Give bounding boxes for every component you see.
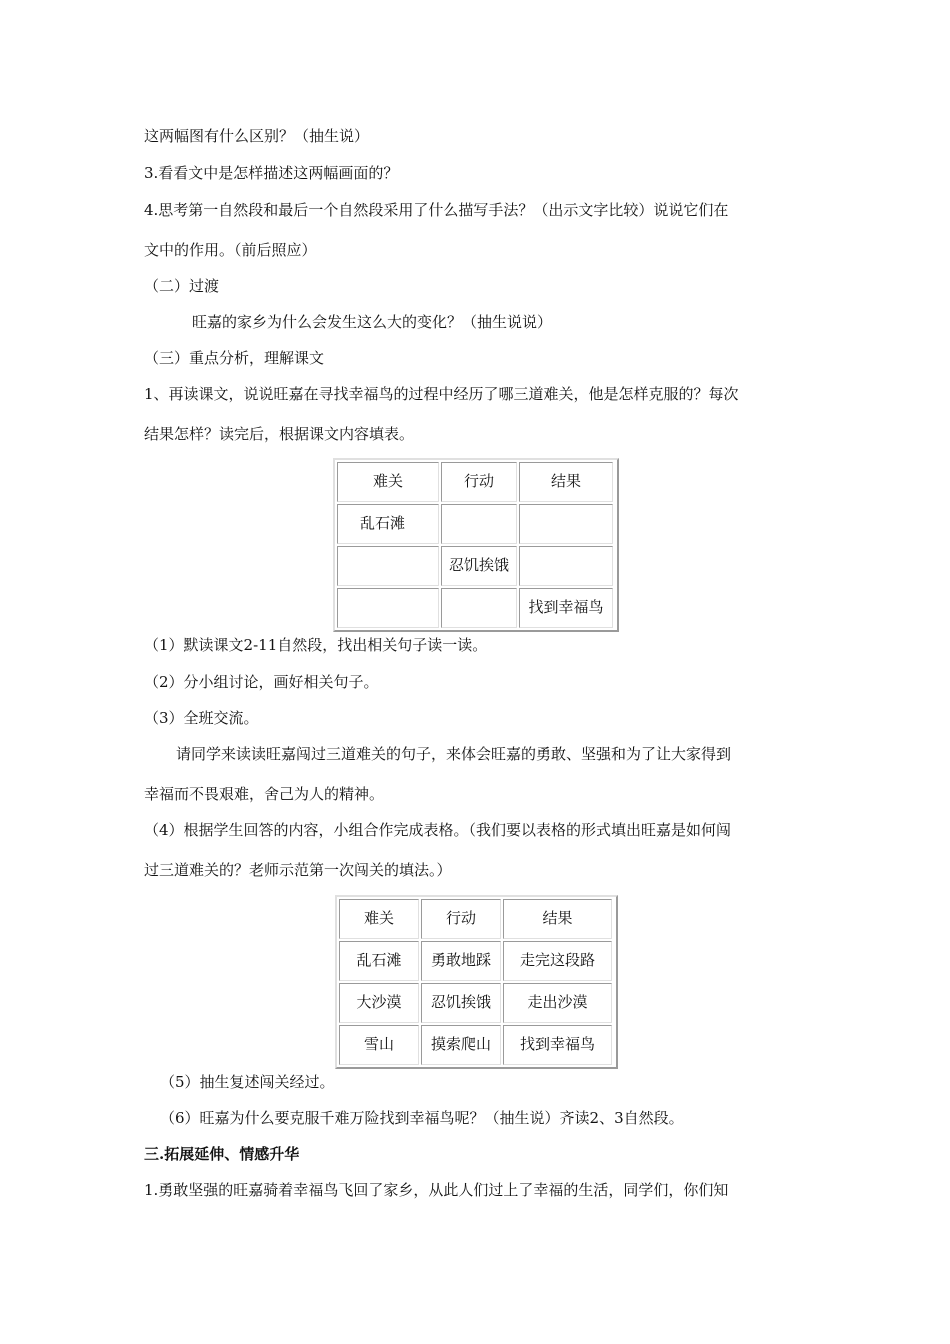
paragraph-line: 4.思考第一自然段和最后一个自然段采用了什么描写手法？（出示文字比较）说说它们在 (144, 201, 729, 219)
table-cell: 乱石滩 (339, 941, 419, 981)
table-header-cell: 结果 (519, 462, 613, 502)
table-header-cell: 难关 (337, 462, 439, 502)
table-cell: 大沙漠 (339, 983, 419, 1023)
table-header-cell: 行动 (421, 899, 501, 939)
table-cell: 勇敢地踩 (421, 941, 501, 981)
section-heading: （三）重点分析，理解课文 (144, 349, 325, 367)
paragraph-line: 这两幅图有什么区别？（抽生说） (144, 127, 370, 145)
table-cell: 雪山 (339, 1025, 419, 1065)
paragraph-line: 1.勇敢坚强的旺嘉骑着幸福鸟飞回了家乡，从此人们过上了幸福的生活，同学们，你们知 (144, 1181, 729, 1199)
paragraph-line: （2）分小组讨论，画好相关句子。 (144, 673, 379, 691)
section-heading: 三.拓展延伸、情感升华 (144, 1145, 300, 1163)
paragraph-line: 旺嘉的家乡为什么会发生这么大的变化？（抽生说说） (192, 313, 553, 331)
table-header-cell: 结果 (503, 899, 612, 939)
table-cell: 找到幸福鸟 (519, 588, 613, 628)
table-cell (441, 504, 517, 544)
paragraph-line: 幸福而不畏艰难，舍己为人的精神。 (144, 785, 385, 803)
table-2 (335, 895, 618, 1069)
paragraph-line: （3）全班交流。 (144, 709, 259, 727)
table-cell: 找到幸福鸟 (503, 1025, 612, 1065)
paragraph-line: 文中的作用。（前后照应） (144, 241, 317, 259)
table-header-cell: 难关 (339, 899, 419, 939)
table-cell: 走出沙漠 (503, 983, 612, 1023)
table-cell (441, 588, 517, 628)
paragraph-line: 1、再读课文，说说旺嘉在寻找幸福鸟的过程中经历了哪三道难关，他是怎样克服的？每次 (144, 385, 739, 403)
table-cell: 忍饥挨饿 (421, 983, 501, 1023)
table-cell: 摸索爬山 (421, 1025, 501, 1065)
table-cell (337, 588, 439, 628)
table-cell (519, 504, 613, 544)
paragraph-line: （6）旺嘉为什么要克服千难万险找到幸福鸟呢？（抽生说）齐读2、3自然段。 (160, 1109, 684, 1127)
paragraph-line: 结果怎样？读完后，根据课文内容填表。 (144, 425, 415, 443)
paragraph-line: （5）抽生复述闯关经过。 (160, 1073, 335, 1091)
table-cell: 乱石滩 (337, 504, 439, 544)
paragraph-line: 过三道难关的？老师示范第一次闯关的填法。） (144, 861, 452, 879)
paragraph-line: （1）默读课文2-11自然段，找出相关句子读一读。 (144, 636, 488, 654)
table-cell (337, 546, 439, 586)
table-cell: 走完这段路 (503, 941, 612, 981)
table-cell (519, 546, 613, 586)
table-1 (333, 458, 619, 632)
paragraph-line: 请同学来读读旺嘉闯过三道难关的句子，来体会旺嘉的勇敢、坚强和为了让大家得到 (176, 745, 732, 763)
table-header-cell: 行动 (441, 462, 517, 502)
paragraph-line: 3.看看文中是怎样描述这两幅画面的？ (144, 164, 399, 182)
table-cell: 忍饥挨饿 (441, 546, 517, 586)
section-heading: （二）过渡 (144, 277, 220, 295)
paragraph-line: （4）根据学生回答的内容，小组合作完成表格。（我们要以表格的形式填出旺嘉是如何闯 (144, 821, 732, 839)
